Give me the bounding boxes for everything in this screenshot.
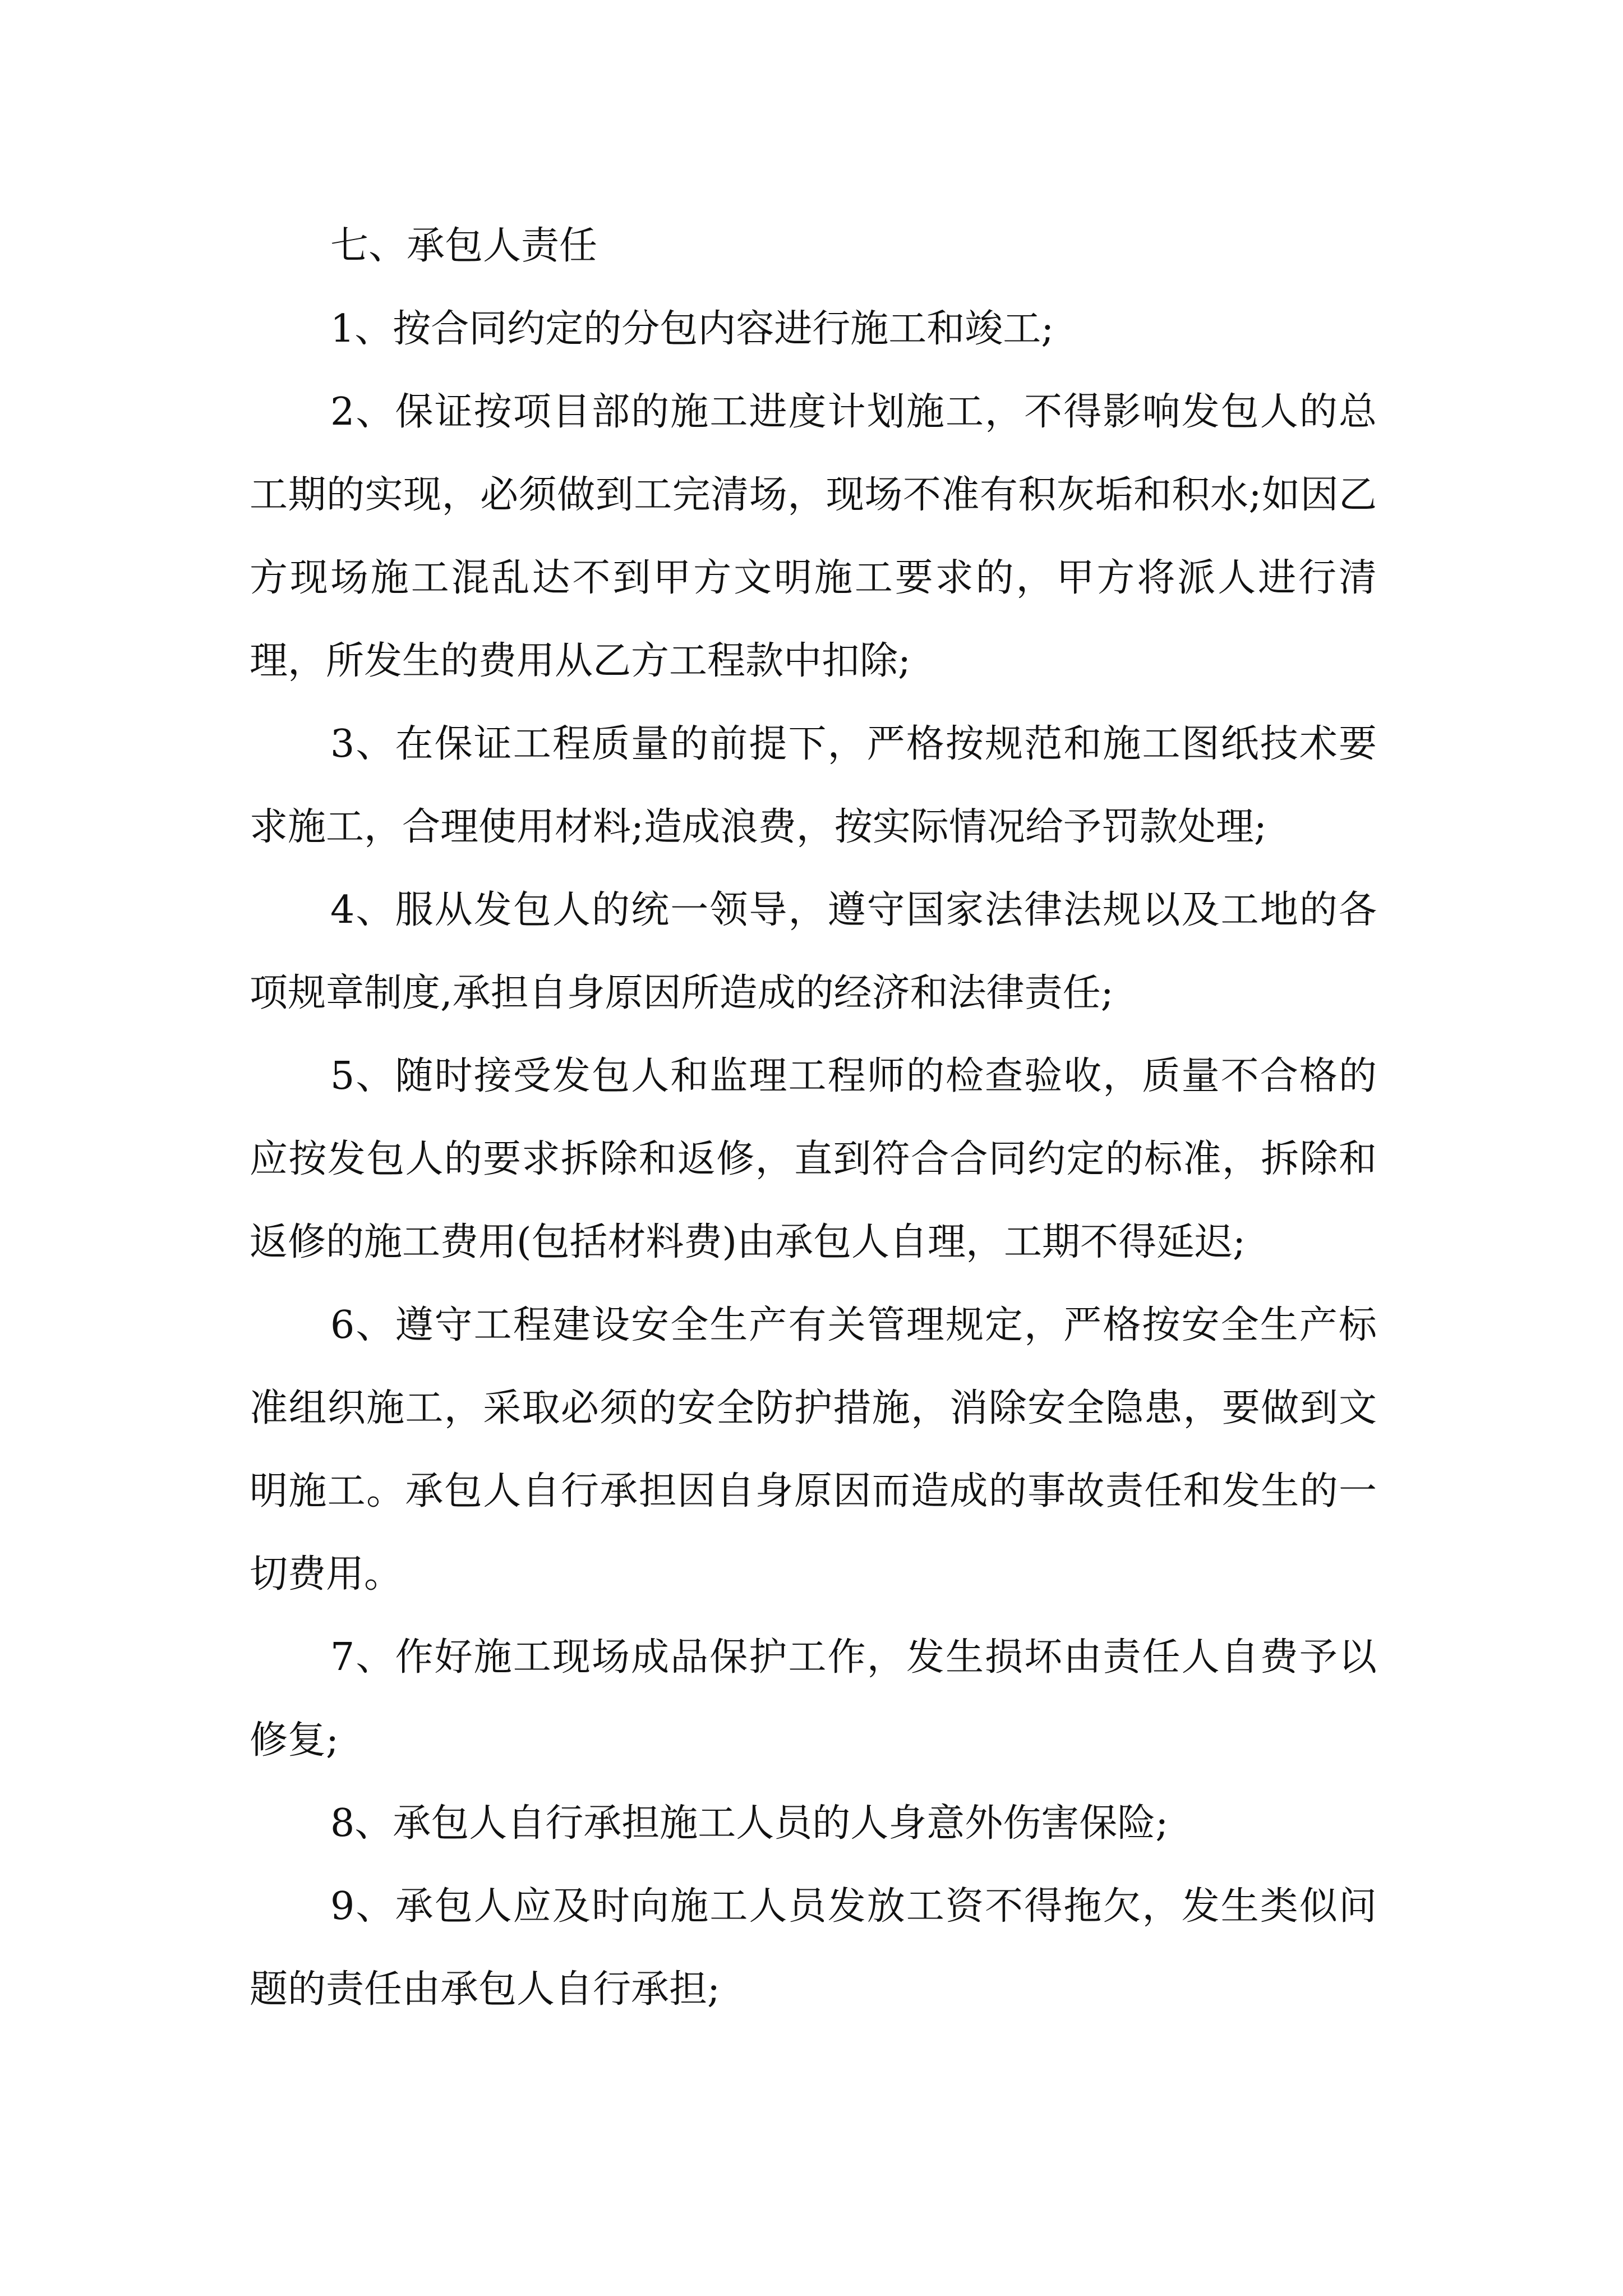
- document-body: [250, 205, 1377, 2031]
- clause-8: 8、承包人自行承担施工人员的人身意外伤害保险;: [330, 1801, 1169, 1846]
- clause-7: 7、作好施工现场成品保护工作，发生损坏由责任人自费予以修复;: [250, 1635, 1377, 1763]
- clause-4: 4、服从发包人的统一领导，遵守国家法律法规以及工地的各项规章制度,承担自身原因所造成的经济和法律责任;: [250, 888, 1377, 1015]
- clause-9: 9、承包人应及时向施工人员发放工资不得拖欠，发生类似问题的责任由承包人自行承担;: [250, 1884, 1377, 2012]
- clause-1: 1、按合同约定的分包内容进行施工和竣工;: [330, 307, 1054, 351]
- clause-3: 3、在保证工程质量的前提下，严格按规范和施工图纸技术要求施工，合理使用材料;造成浪费，按实际情况给予罚款处理;: [250, 722, 1377, 849]
- section-heading: 七、承包人责任: [330, 224, 598, 268]
- clause-2: 2、保证按项目部的施工进度计划施工，不得影响发包人的总工期的实现，必须做到工完清场，现场不准有积灰垢和积水;如因乙方现场施工混乱达不到甲方文明施工要求的，甲方将派人进行清理，所发生的费用从乙方工程款中扣除;: [250, 390, 1377, 683]
- clause-6: 6、遵守工程建设安全生产有关管理规定，严格按安全生产标准组织施工，采取必须的安全防护措施，消除安全隐患，要做到文明施工。承包人自行承担因自身原因而造成的事故责任和发生的一切费用。: [250, 1303, 1377, 1596]
- clause-5: 5、随时接受发包人和监理工程师的检查验收，质量不合格的应按发包人的要求拆除和返修，直到符合合同约定的标准，拆除和返修的施工费用(包括材料费)由承包人自理，工期不得延迟;: [250, 1054, 1377, 1264]
